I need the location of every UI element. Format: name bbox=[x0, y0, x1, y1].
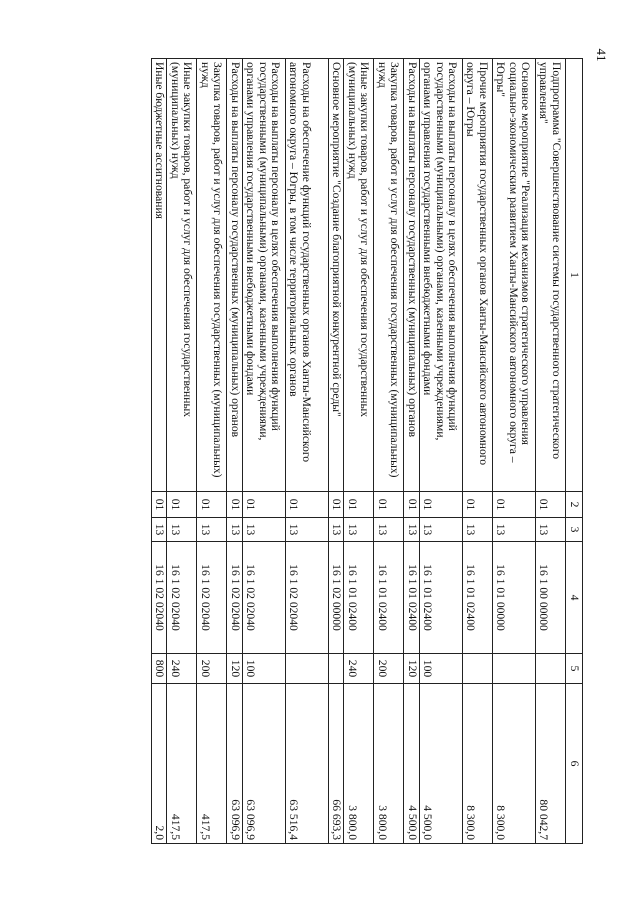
row-amount: 4 500,0 bbox=[404, 684, 420, 844]
row-section: 01 bbox=[374, 492, 404, 518]
header-col-2: 2 bbox=[566, 492, 583, 518]
row-subsection: 13 bbox=[404, 518, 420, 542]
row-amount: 8 300,0 bbox=[493, 684, 536, 844]
row-name: Прочие мероприятия государственных органов Ханты-Мансийского автономного округа – Югры bbox=[463, 59, 493, 492]
row-target-article: 16 1 01 02400 bbox=[420, 542, 463, 654]
budget-table bbox=[151, 58, 583, 844]
header-col-3: 3 bbox=[566, 518, 583, 542]
row-amount: 417,5 bbox=[197, 684, 227, 844]
rotated-page-content bbox=[83, 58, 583, 843]
row-expense-type: 800 bbox=[152, 654, 168, 684]
row-section: 01 bbox=[329, 492, 345, 518]
row-name: Расходы на выплаты персоналу в целях обеспечения выполнения функций государственными (муниципальными) органами, казенными учреждениями, органами управления государственными внебюджетными фондами bbox=[243, 59, 286, 492]
row-section: 01 bbox=[286, 492, 329, 518]
row-amount: 63 096,9 bbox=[243, 684, 286, 844]
header-row bbox=[566, 59, 583, 844]
row-section: 01 bbox=[152, 492, 168, 518]
row-target-article: 16 1 02 02040 bbox=[227, 542, 243, 654]
header-col-5: 5 bbox=[566, 654, 583, 684]
row-target-article: 16 1 02 02040 bbox=[243, 542, 286, 654]
row-name: Основное мероприятие "Создание благоприятной конкурентной среды" bbox=[329, 59, 345, 492]
row-amount: 3 800,0 bbox=[374, 684, 404, 844]
row-name: Расходы на выплаты персоналу государственных (муниципальных) органов bbox=[404, 59, 420, 492]
row-subsection: 13 bbox=[344, 518, 374, 542]
row-name: Подпрограмма "Совершенствование системы государственного стратегического управления" bbox=[536, 59, 566, 492]
table-row bbox=[227, 59, 243, 844]
row-target-article: 16 1 00 00000 bbox=[536, 542, 566, 654]
table-row bbox=[493, 59, 536, 844]
row-amount: 63 516,4 bbox=[286, 684, 329, 844]
row-subsection: 13 bbox=[536, 518, 566, 542]
row-subsection: 13 bbox=[374, 518, 404, 542]
row-subsection: 13 bbox=[227, 518, 243, 542]
row-subsection: 13 bbox=[197, 518, 227, 542]
row-expense-type: 100 bbox=[243, 654, 286, 684]
row-amount: 3 800,0 bbox=[344, 684, 374, 844]
row-amount: 80 042,7 bbox=[536, 684, 566, 844]
row-expense-type bbox=[493, 654, 536, 684]
row-section: 01 bbox=[243, 492, 286, 518]
row-target-article: 16 1 02 02040 bbox=[152, 542, 168, 654]
row-section: 01 bbox=[463, 492, 493, 518]
table-row bbox=[167, 59, 197, 844]
table-row bbox=[463, 59, 493, 844]
row-section: 01 bbox=[227, 492, 243, 518]
row-name: Закупка товаров, работ и услуг для обеспечения государственных (муниципальных) нужд bbox=[197, 59, 227, 492]
row-subsection: 13 bbox=[420, 518, 463, 542]
row-expense-type bbox=[536, 654, 566, 684]
row-target-article: 16 1 02 00000 bbox=[329, 542, 345, 654]
row-subsection: 13 bbox=[152, 518, 168, 542]
row-subsection: 13 bbox=[463, 518, 493, 542]
row-subsection: 13 bbox=[167, 518, 197, 542]
row-target-article: 16 1 01 00000 bbox=[493, 542, 536, 654]
header-col-4: 4 bbox=[566, 542, 583, 654]
row-section: 01 bbox=[493, 492, 536, 518]
table-row bbox=[344, 59, 374, 844]
row-section: 01 bbox=[167, 492, 197, 518]
row-expense-type bbox=[286, 654, 329, 684]
row-expense-type bbox=[463, 654, 493, 684]
table-row bbox=[197, 59, 227, 844]
row-name: Расходы на обеспечение функций государственных органов Ханты-Мансийского автономного округа – Югры, в том числе территориальных органов bbox=[286, 59, 329, 492]
table-row bbox=[536, 59, 566, 844]
table-row bbox=[420, 59, 463, 844]
row-section: 01 bbox=[344, 492, 374, 518]
row-expense-type: 240 bbox=[344, 654, 374, 684]
row-expense-type: 120 bbox=[404, 654, 420, 684]
row-amount: 2,0 bbox=[152, 684, 168, 844]
row-expense-type: 100 bbox=[420, 654, 463, 684]
row-target-article: 16 1 01 02400 bbox=[404, 542, 420, 654]
row-section: 01 bbox=[420, 492, 463, 518]
row-target-article: 16 1 02 02040 bbox=[167, 542, 197, 654]
row-name: Основное мероприятие "Реализация механизмов стратегического управления социально-экономическим развитием Ханты-Мансийского автономного округа – Югры" bbox=[493, 59, 536, 492]
row-expense-type: 120 bbox=[227, 654, 243, 684]
row-subsection: 13 bbox=[286, 518, 329, 542]
row-expense-type bbox=[329, 654, 345, 684]
table-row bbox=[243, 59, 286, 844]
table-row bbox=[404, 59, 420, 844]
row-expense-type: 200 bbox=[197, 654, 227, 684]
row-target-article: 16 1 02 02040 bbox=[197, 542, 227, 654]
row-section: 01 bbox=[197, 492, 227, 518]
row-target-article: 16 1 01 02400 bbox=[463, 542, 493, 654]
row-amount: 8 300,0 bbox=[463, 684, 493, 844]
row-amount: 4 500,0 bbox=[420, 684, 463, 844]
header-col-1: 1 bbox=[566, 59, 583, 492]
row-section: 01 bbox=[404, 492, 420, 518]
table-row bbox=[329, 59, 345, 844]
row-expense-type: 240 bbox=[167, 654, 197, 684]
row-amount: 66 693,3 bbox=[329, 684, 345, 844]
row-amount: 417,5 bbox=[167, 684, 197, 844]
row-name: Расходы на выплаты персоналу в целях обеспечения выполнения функций государственными (муниципальными) органами, казенными учреждениями, органами управления государственными внебюджетными фондами bbox=[420, 59, 463, 492]
table-row bbox=[286, 59, 329, 844]
table-row bbox=[374, 59, 404, 844]
row-subsection: 13 bbox=[243, 518, 286, 542]
row-name: Иные закупки товаров, работ и услуг для обеспечения государственных (муниципальных) нужд bbox=[344, 59, 374, 492]
row-name: Расходы на выплаты персоналу государственных (муниципальных) органов bbox=[227, 59, 243, 492]
page-number: 41 bbox=[594, 48, 609, 62]
row-name: Иные бюджетные ассигнования bbox=[152, 59, 168, 492]
row-subsection: 13 bbox=[329, 518, 345, 542]
row-expense-type: 200 bbox=[374, 654, 404, 684]
table-row bbox=[152, 59, 168, 844]
row-name: Закупка товаров, работ и услуг для обеспечения государственных (муниципальных) нужд bbox=[374, 59, 404, 492]
row-amount: 63 096,9 bbox=[227, 684, 243, 844]
row-target-article: 16 1 01 02400 bbox=[374, 542, 404, 654]
row-name: Иные закупки товаров, работ и услуг для обеспечения государственных (муниципальных) нужд bbox=[167, 59, 197, 492]
row-section: 01 bbox=[536, 492, 566, 518]
header-col-6: 6 bbox=[566, 684, 583, 844]
row-target-article: 16 1 02 02040 bbox=[286, 542, 329, 654]
row-subsection: 13 bbox=[493, 518, 536, 542]
row-target-article: 16 1 01 02400 bbox=[344, 542, 374, 654]
